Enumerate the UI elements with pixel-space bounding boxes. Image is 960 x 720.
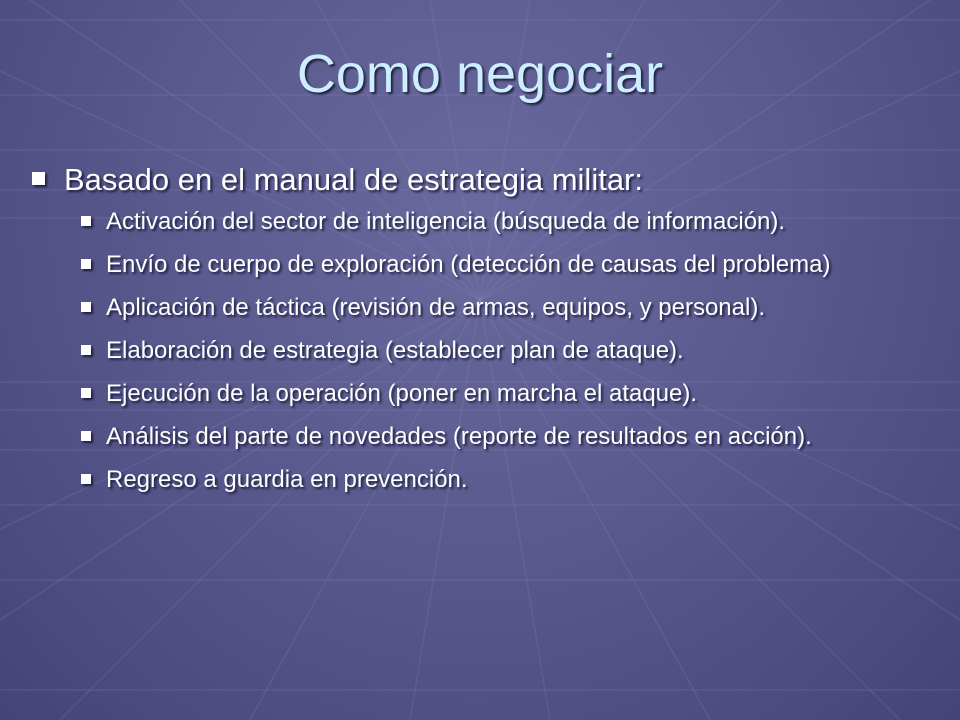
square-bullet-icon [81, 302, 91, 312]
square-bullet-icon [81, 474, 91, 484]
sub-bullet [106, 335, 896, 367]
sub-bullet-text: Envío de cuerpo de exploración (detección de causas del problema) [106, 251, 831, 278]
square-bullet-icon [81, 345, 91, 355]
sub-bullet-text: Análisis del parte de novedades (reporte de resultados en acción). [106, 423, 812, 450]
sub-bullet-text: Ejecución de la operación (poner en marcha el ataque). [106, 380, 698, 407]
square-bullet-icon [81, 216, 91, 226]
sub-bullet-text: Regreso a guardia en prevención. [106, 466, 468, 493]
sub-bullet [106, 421, 896, 453]
square-bullet-icon [81, 431, 91, 441]
slide-body [30, 160, 930, 507]
sub-bullet-text: Elaboración de estrategia (establecer plan de ataque). [106, 337, 684, 364]
square-bullet-icon [81, 259, 91, 269]
sub-bullet [106, 206, 896, 238]
sub-bullet-text: Aplicación de táctica (revisión de armas, equipos, y personal). [106, 294, 765, 321]
sub-bullet-text: Activación del sector de inteligencia (búsqueda de información). [106, 208, 786, 235]
sub-bullet [106, 464, 896, 496]
sub-bullet [106, 378, 896, 410]
sub-bullet [106, 292, 896, 324]
sub-bullet [106, 249, 896, 281]
square-bullet-icon [81, 388, 91, 398]
square-bullet-icon [32, 172, 45, 185]
main-bullet [30, 160, 930, 200]
slide-title: Como negociar [296, 44, 664, 104]
main-bullet-text: Basado en el manual de estrategia militar: [64, 162, 643, 197]
